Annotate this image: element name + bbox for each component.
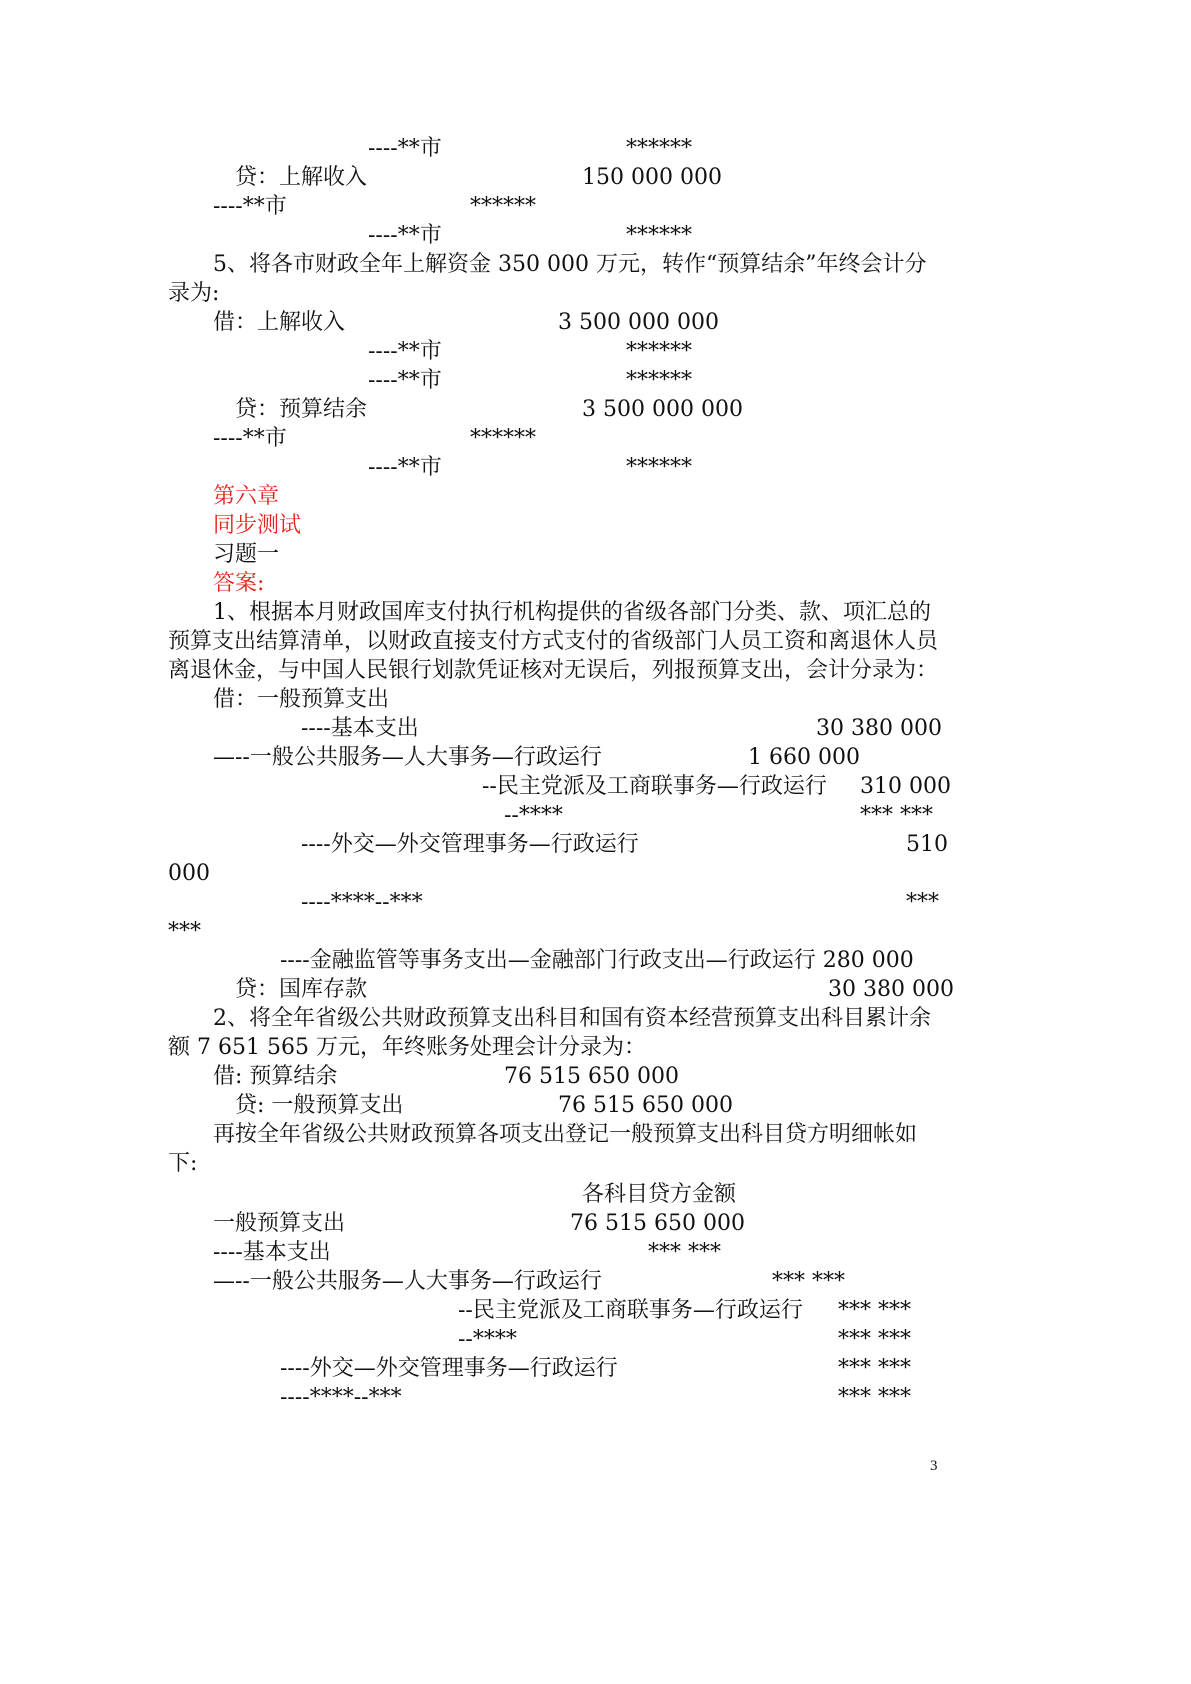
- amount: *** ***: [838, 1327, 911, 1352]
- sub-account: ----**市: [368, 136, 442, 161]
- ledger-row: --民主党派及工商联事务—行政运行: [458, 1298, 803, 1323]
- credit-line: 贷：上解收入: [235, 165, 368, 190]
- paragraph: 离退休金，与中国人民银行划款凭证核对无误后，列报预算支出，会计分录为：: [168, 658, 939, 683]
- amount: ******: [626, 368, 692, 393]
- page-number: 3: [930, 1458, 938, 1474]
- amount: 150 000 000: [582, 165, 722, 190]
- amount: ******: [626, 223, 692, 248]
- amount: *** ***: [838, 1298, 911, 1323]
- amount: 30 380 000: [828, 977, 954, 1002]
- paragraph: 再按全年省级公共财政预算各项支出登记一般预算支出科目贷方明细帐如: [213, 1122, 918, 1147]
- ledger-row: ----****--***: [280, 1385, 402, 1410]
- amount: ******: [626, 455, 692, 480]
- credit-line: 贷：国库存款: [235, 977, 368, 1002]
- ledger-row: 一般预算支出: [213, 1211, 346, 1236]
- amount: ******: [626, 339, 692, 364]
- amount: *** ***: [838, 1356, 911, 1381]
- sub-account: ----**市: [213, 194, 287, 219]
- sub-account: ----金融监管等事务支出—金融部门行政支出—行政运行 280 000: [280, 948, 914, 973]
- sub-account: ----基本支出: [301, 716, 419, 741]
- credit-line: 贷: 一般预算支出: [235, 1093, 404, 1118]
- ledger-row: --****: [458, 1327, 517, 1352]
- sub-account: ----外交—外交管理事务—行政运行: [301, 832, 639, 857]
- amount: 76 515 650 000: [504, 1064, 679, 1089]
- debit-line: 借：一般预算支出: [213, 687, 390, 712]
- sub-account: ----**市: [368, 223, 442, 248]
- section-title: 同步测试: [213, 513, 302, 538]
- amount: 76 515 650 000: [570, 1211, 745, 1236]
- sub-account: ----**市: [368, 339, 442, 364]
- sub-account: ----**市: [368, 455, 442, 480]
- debit-line: 借：上解收入: [213, 310, 346, 335]
- paragraph: 下:: [168, 1151, 198, 1176]
- amount: ******: [470, 194, 536, 219]
- amount: ******: [626, 136, 692, 161]
- credit-line: 贷：预算结余: [235, 397, 368, 422]
- debit-line: 借: 预算结余: [213, 1064, 338, 1089]
- sub-account: --民主党派及工商联事务—行政运行: [482, 774, 827, 799]
- sub-account: ----**市: [368, 368, 442, 393]
- paragraph: 5、将各市财政全年上解资金 350 000 万元，转作“预算结余”年终会计分: [213, 252, 927, 277]
- amount: 1 660 000: [748, 745, 860, 770]
- amount: *** ***: [772, 1269, 845, 1294]
- sub-account: --****: [504, 803, 563, 828]
- amount-wrap: ***: [168, 919, 201, 944]
- amount: 510: [906, 832, 948, 857]
- sub-account: ----**市: [213, 426, 287, 451]
- amount: *** ***: [860, 803, 933, 828]
- exercise-title: 习题一: [213, 542, 280, 567]
- amount: 3 500 000 000: [582, 397, 743, 422]
- answer-label: 答案:: [213, 571, 265, 596]
- amount: 30 380 000: [816, 716, 942, 741]
- amount: ******: [470, 426, 536, 451]
- amount: *** ***: [838, 1385, 911, 1410]
- paragraph: 预算支出结算清单，以财政直接支付方式支付的省级部门人员工资和离退休人员: [168, 629, 939, 654]
- column-header: 各科目贷方金额: [582, 1182, 737, 1207]
- paragraph: 1、根据本月财政国库支付执行机构提供的省级各部门分类、款、项汇总的: [213, 600, 931, 625]
- ledger-row: —--一般公共服务—人大事务—行政运行: [213, 1269, 602, 1294]
- paragraph: 2、将全年省级公共财政预算支出科目和国有资本经营预算支出科目累计余: [213, 1006, 931, 1031]
- amount: 3 500 000 000: [558, 310, 719, 335]
- sub-account: —--一般公共服务—人大事务—行政运行: [213, 745, 602, 770]
- amount-wrap: 000: [168, 861, 210, 886]
- amount: 310 000: [860, 774, 951, 799]
- amount: 76 515 650 000: [558, 1093, 733, 1118]
- paragraph: 额 7 651 565 万元，年终账务处理会计分录为：: [168, 1035, 646, 1060]
- amount: ***: [906, 890, 939, 915]
- paragraph: 录为:: [168, 281, 220, 306]
- amount: *** ***: [648, 1240, 721, 1265]
- sub-account: ----****--***: [301, 890, 423, 915]
- ledger-row: ----基本支出: [213, 1240, 331, 1265]
- ledger-row: ----外交—外交管理事务—行政运行: [280, 1356, 618, 1381]
- chapter-title: 第六章: [213, 484, 280, 509]
